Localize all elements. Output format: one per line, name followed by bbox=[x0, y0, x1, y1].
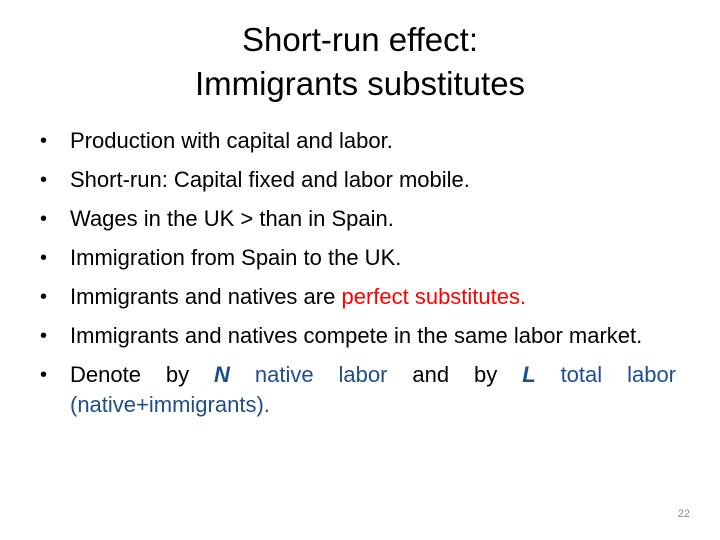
highlight-perfect-substitutes: perfect substitutes. bbox=[341, 284, 527, 309]
bullet-item bbox=[40, 126, 676, 156]
bullet-item bbox=[40, 243, 676, 273]
bullet-dot: • bbox=[40, 130, 48, 152]
bullet-text: Short-run: Capital fixed and labor mobile. bbox=[70, 167, 470, 192]
bullet-item bbox=[40, 282, 676, 312]
bullet-text-prefix: Immigrants and natives are bbox=[70, 284, 342, 309]
bullet-text: Production with capital and labor. bbox=[70, 128, 393, 153]
bullet-dot: • bbox=[40, 208, 48, 230]
page-number: 22 bbox=[677, 508, 690, 520]
title-line-1: Short-run effect: bbox=[241, 21, 478, 58]
bullet-item bbox=[40, 360, 676, 420]
native-labor-label: native labor bbox=[229, 362, 388, 387]
bullet-text: Immigration from Spain to the UK. bbox=[70, 245, 402, 270]
symbol-n: N bbox=[214, 362, 230, 387]
bullet-dot: • bbox=[40, 364, 48, 386]
bullet-dot: • bbox=[40, 325, 48, 347]
bullet-dot: • bbox=[40, 169, 48, 191]
bullet-list bbox=[40, 126, 676, 429]
bullet-item bbox=[40, 165, 676, 195]
total-labor-label: total labor (native+immigrants). bbox=[70, 362, 677, 417]
bullet-text-part2: and by bbox=[387, 362, 523, 387]
bullet-item bbox=[40, 321, 676, 351]
bullet-text: Immigrants and natives compete in the same labor market. bbox=[70, 323, 643, 348]
bullet-text: Wages in the UK > than in Spain. bbox=[70, 206, 394, 231]
bullet-item bbox=[40, 204, 676, 234]
title-line-2: Immigrants substitutes bbox=[194, 65, 526, 102]
bullet-dot: • bbox=[40, 247, 48, 269]
bullet-text-part1: Denote by bbox=[70, 362, 215, 387]
bullet-dot: • bbox=[40, 286, 48, 308]
symbol-l: L bbox=[522, 362, 536, 387]
slide-title bbox=[0, 18, 720, 106]
